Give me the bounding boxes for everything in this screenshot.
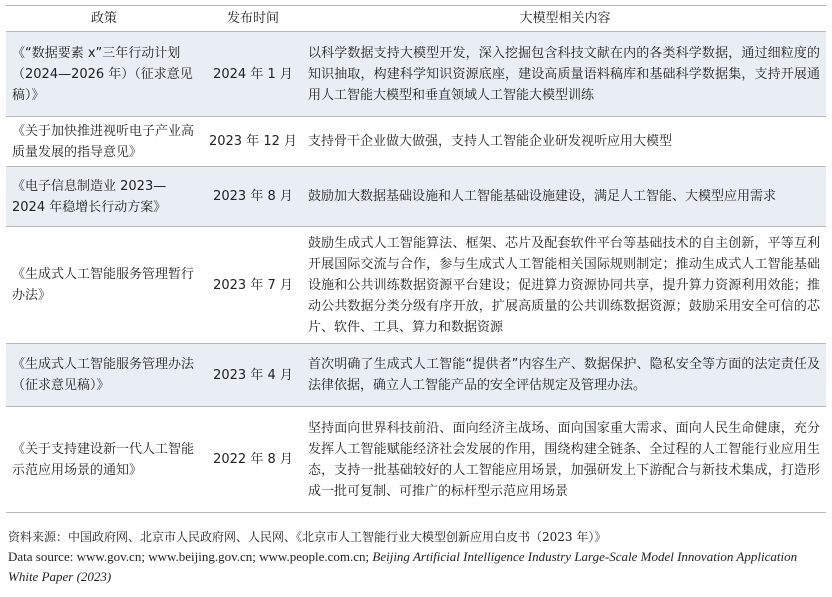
policy-name: 《电子信息制造业 2023—2024 年稳增长行动方案》 xyxy=(12,178,167,215)
table-header-row xyxy=(6,6,826,32)
source-note-english-sites: Data source: www.gov.cn; www.beijing.gov.cn; www.people.com.cn; xyxy=(8,549,373,564)
policy-table xyxy=(6,6,826,513)
source-note-chinese: 资料来源：中国政府网、北京市人民政府网、人民网、《北京市人工智能行业大模型创新应用白皮书（2023 年）》 xyxy=(8,530,607,544)
header-content: 大模型相关内容 xyxy=(519,11,611,26)
release-date: 2024 年 1 月 xyxy=(213,66,293,82)
header-policy: 政策 xyxy=(90,11,117,26)
policy-name: 《关于加快推进视听电子产业高质量发展的指导意见》 xyxy=(12,123,195,160)
table-row xyxy=(6,32,826,117)
model-content: 鼓励生成式人工智能算法、框架、芯片及配套软件平台等基础技术的自主创新，平等互利开展国际交流与合作，参与生成式人工智能相关国际规则制定；推动生成式人工智能基础设施和公共训练数据资源平台建设；促进算力资源协同共享，提升算力资源利用效能；推动公共数据分类分级有序开放，扩展高质量的公共训练数据资源；鼓励采用安全可信的芯片、软件、工具、算力和数据资源 xyxy=(308,235,820,335)
release-date: 2023 年 8 月 xyxy=(213,189,293,204)
model-content: 首次明确了生成式人工智能“提供者”内容生产、数据保护、隐私安全等方面的法定责任及法律依据，确立人工智能产品的安全评估规定及管理办法。 xyxy=(308,357,820,393)
policy-name: 《“数据要素 x”三年行动计划（2024—2026 年）（征求意见稿）》 xyxy=(12,45,193,103)
table-row xyxy=(6,344,826,407)
table-row xyxy=(6,407,826,513)
model-content: 以科学数据支持大模型开发，深入挖掘包含科技文献在内的各类科学数据，通过细粒度的知识抽取，构建科学知识资源底座，建设高质量语料稿库和基础科学数据集，支持开展通用人工智能大模型和垂直领域人工智能大模型训练 xyxy=(308,45,820,103)
policy-name: 《生成式人工智能服务管理暂行办法》 xyxy=(12,267,195,303)
release-date: 2022 年 8 月 xyxy=(213,452,293,467)
header-date: 发布时间 xyxy=(226,11,279,26)
policy-name: 《关于支持建设新一代人工智能示范应用场景的通知》 xyxy=(12,441,195,478)
table-row xyxy=(6,167,826,227)
table-row xyxy=(6,227,826,344)
source-notes xyxy=(8,527,826,587)
source-note-english-title: Beijing Artificial Intelligence Industry Large-Scale Model Innovation Application White Paper (2023) xyxy=(8,549,798,584)
policy-name: 《生成式人工智能服务管理办法（征求意见稿）》 xyxy=(12,357,195,393)
source-note-english xyxy=(8,547,826,587)
model-content: 鼓励加大数据基础设施和人工智能基础设施建设，满足人工智能、大模型应用需求 xyxy=(308,189,777,204)
model-content: 支持骨干企业做大做强，支持人工智能企业研发视听应用大模型 xyxy=(308,134,673,149)
table-row xyxy=(6,117,826,167)
policy-table-container xyxy=(6,6,826,513)
release-date: 2023 年 4 月 xyxy=(213,367,293,383)
model-content: 坚持面向世界科技前沿、面向经济主战场、面向国家重大需求、面向人民生命健康，充分发挥人工智能赋能经济社会发展的作用，围绕构建全链条、全过程的人工智能行业应用生态，支持一批基础较好的人工智能应用场景，加强研发上下游配合与新技术集成，打造形成一批可复制、可推广的标杆型示范应用场景 xyxy=(308,420,820,499)
release-date: 2023 年 12 月 xyxy=(208,134,298,149)
release-date: 2023 年 7 月 xyxy=(213,277,293,293)
